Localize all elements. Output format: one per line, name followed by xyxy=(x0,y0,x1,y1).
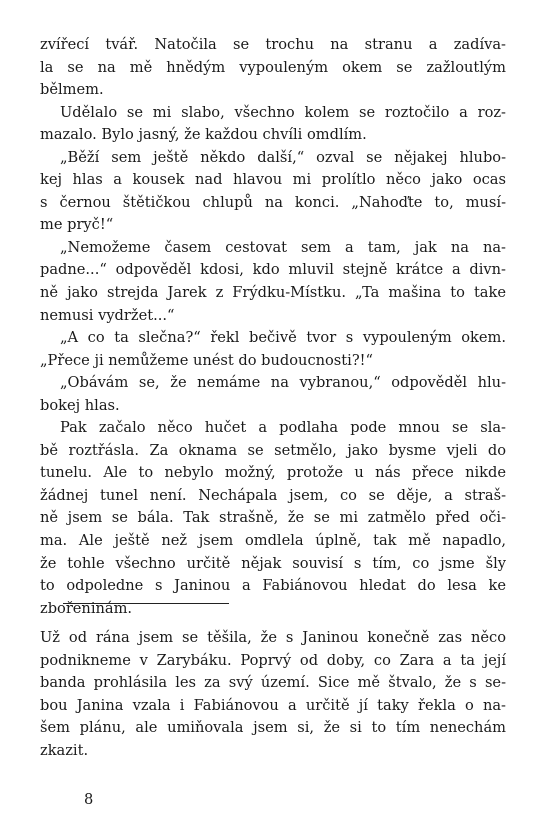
paragraph xyxy=(40,102,506,147)
text-line: padne...“ odpověděl kdosi, kdo mluvil stejně krátce a divn- xyxy=(40,261,506,279)
text-line: že tohle všechno určitě nějak souvisí s tím, co jsme šly xyxy=(40,554,506,572)
text-line: me pryč!“ xyxy=(40,216,114,234)
text-line: zkazit. xyxy=(40,741,89,759)
text-line: Udělalo se mi slabo, všechno kolem se roztočilo a roz- xyxy=(60,103,506,121)
text-line: „Obávám se, že nemáme na vybranou,“ odpověděl hlu- xyxy=(60,374,506,392)
text-line: kej hlas a kousek nad hlavou mi prolítlo něco jako ocas xyxy=(40,171,506,189)
paragraph xyxy=(40,327,506,372)
text-line: podnikneme v Zarybáku. Poprvý od doby, co Zara a ta její xyxy=(40,651,506,669)
section-text xyxy=(40,627,506,762)
text-line: tunelu. Ale to nebylo možný, protože u nás přece nikde xyxy=(40,464,506,482)
text-line: Už od rána jsem se těšila, že s Janinou konečně zas něco xyxy=(40,629,506,646)
text-line: nemusi vydržet...“ xyxy=(40,306,175,324)
text-line: Pak začalo něco hučet a podlaha pode mnou se sla- xyxy=(60,419,506,437)
paragraph xyxy=(40,34,506,102)
text-line: bě roztřásla. Za oknama se setmělo, jako bysme vjeli do xyxy=(40,441,506,459)
text-line: mazalo. Bylo jasný, že každou chvíli omdlím. xyxy=(40,126,367,144)
text-line: ně jsem se bála. Tak strašně, že se mi zatmělo před oči- xyxy=(40,509,506,527)
text-line: „A co ta slečna?“ řekl bečivě tvor s vypouleným okem. xyxy=(60,329,506,347)
text-line: ma. Ale ještě než jsem omdlela úplně, tak mě napadlo, xyxy=(40,532,506,550)
paragraph xyxy=(40,147,506,237)
text-line: banda prohlásila les za svý území. Sice mě štvalo, že s se- xyxy=(40,674,506,692)
text-line: šem plánu, ale umiňovala jsem si, že si to tím nenechám xyxy=(40,719,506,737)
paragraph xyxy=(40,237,506,327)
text-line: la se na mě hnědým vypouleným okem se zažloutlým xyxy=(40,58,506,76)
page-number: 8 xyxy=(84,791,94,808)
paragraph xyxy=(40,627,506,762)
section-text xyxy=(40,34,506,620)
text-line: bou Janina vzala i Fabiánovou a určitě jí taky řekla o na- xyxy=(40,696,506,714)
text-line: zvířecí tvář. Natočila se trochu na stranu a zadíva- xyxy=(40,36,506,53)
text-line: ně jako strejda Jarek z Frýdku-Místku. „Ta mašina to take xyxy=(40,284,506,302)
text-line: s černou štětičkou chlupů na konci. „Nahoďte to, musí- xyxy=(40,193,506,211)
text-line: bělmem. xyxy=(40,81,104,99)
text-line: to odpoledne s Janinou a Fabiánovou hledat do lesa ke xyxy=(40,577,506,595)
section-divider xyxy=(63,603,229,604)
text-line: „Běží sem ještě někdo další,“ ozval se nějakej hlubo- xyxy=(60,148,506,166)
text-line: žádnej tunel není. Nechápala jsem, co se děje, a straš- xyxy=(40,486,506,504)
paragraph xyxy=(40,417,506,620)
text-line: zbořeninám. xyxy=(40,599,133,617)
text-line: „Přece ji nemůžeme unést do budoucnosti?!“ xyxy=(40,351,373,369)
text-line: „Nemožeme časem cestovat sem a tam, jak na na- xyxy=(60,238,506,256)
text-line: bokej hlas. xyxy=(40,396,120,414)
paragraph xyxy=(40,372,506,417)
